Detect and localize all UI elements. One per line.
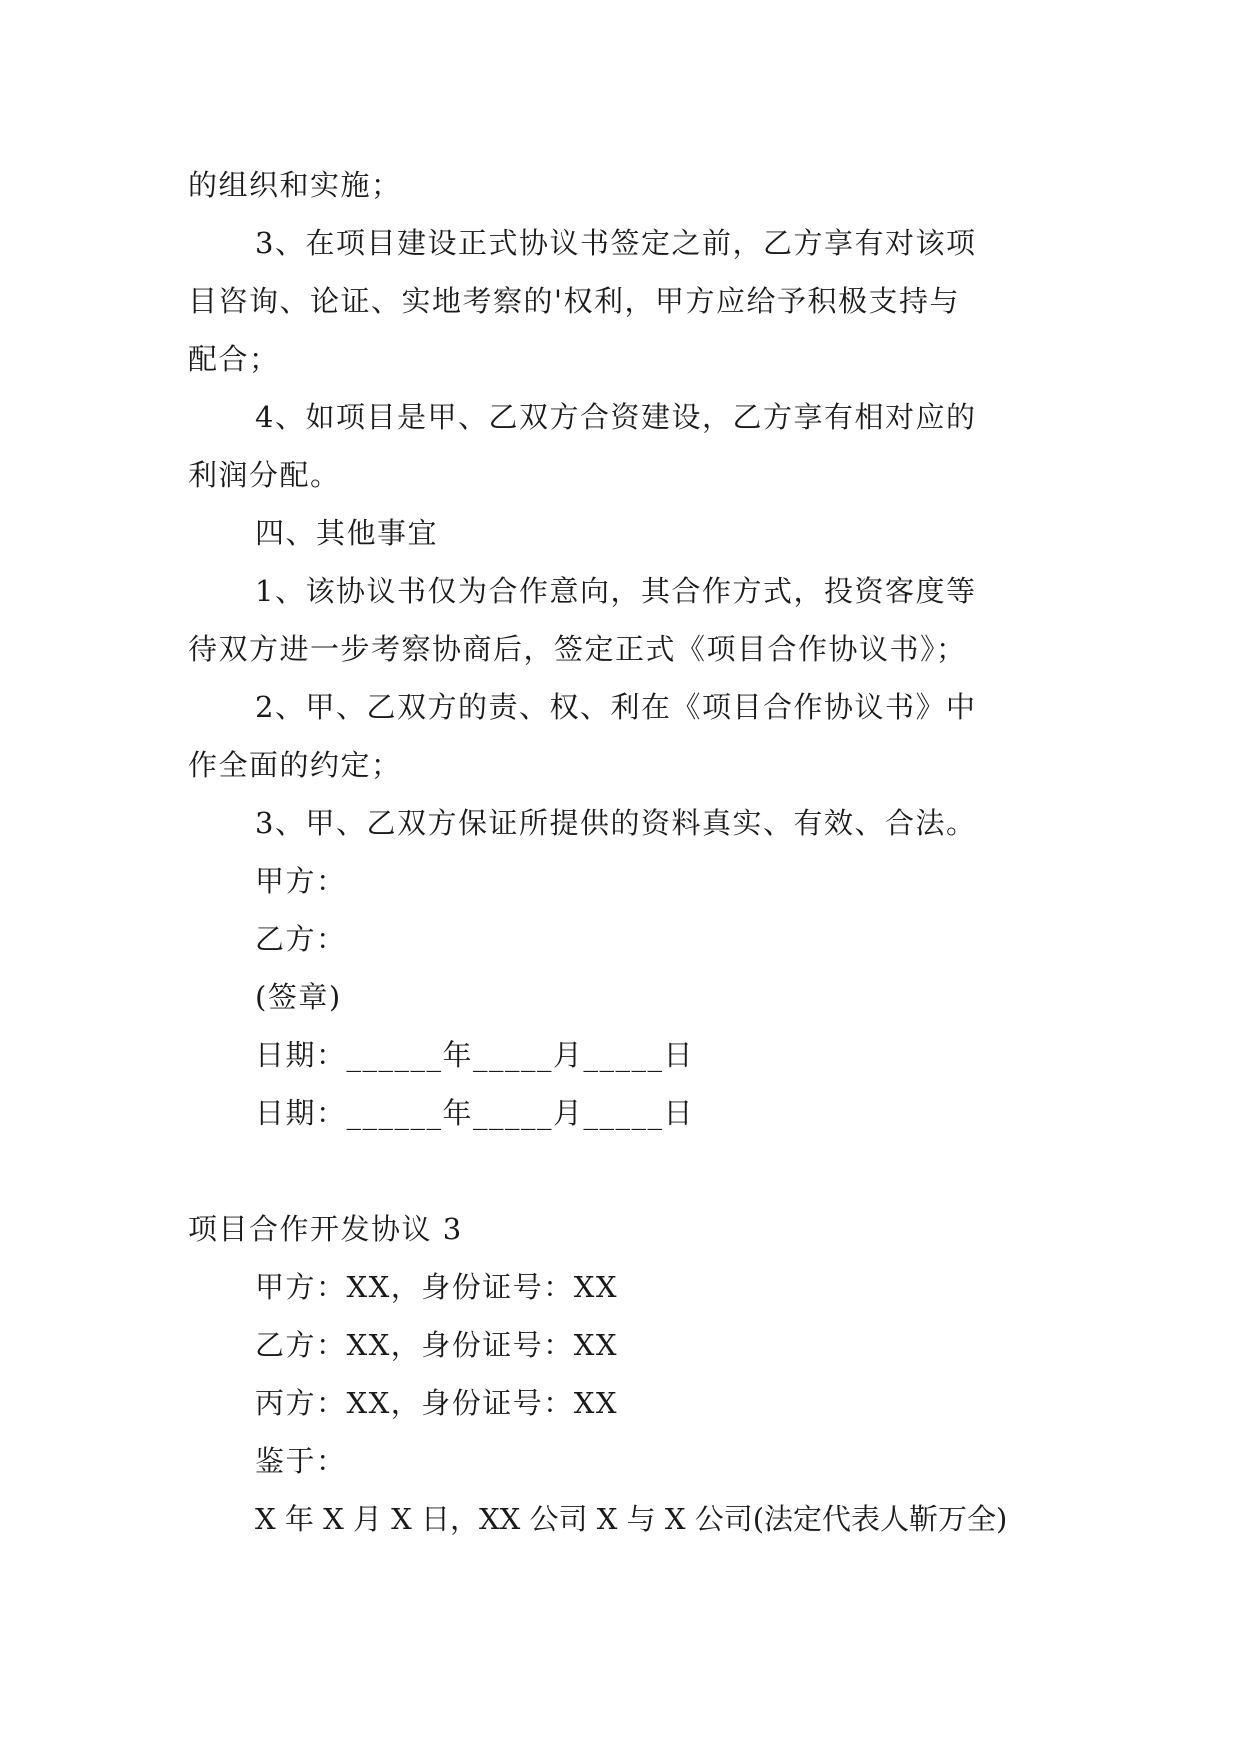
date-line: 日期：______年_____月_____日 xyxy=(255,1096,695,1130)
date-line: 日期：______年_____月_____日 xyxy=(255,1038,695,1072)
text-line: 3、在项目建设正式协议书签定之前，乙方享有对该项 xyxy=(255,226,977,260)
party-line: 甲方：XX，身份证号：XX xyxy=(255,1270,619,1304)
party-a-label: 甲方： xyxy=(255,864,347,898)
text-line: 目咨询、论证、实地考察的'权利，甲方应给予积极支持与 xyxy=(188,284,960,318)
document-title: 项目合作开发协议 3 xyxy=(188,1212,463,1246)
text-line: 鉴于： xyxy=(255,1444,347,1478)
text-line: 作全面的约定； xyxy=(188,748,402,782)
text-line: 利润分配。 xyxy=(188,458,341,492)
text-line: X 年 X 月 X 日，XX 公司 X 与 X 公司(法定代表人靳万全) xyxy=(255,1502,1008,1536)
text-line: 3、甲、乙双方保证所提供的资料真实、有效、合法。 xyxy=(255,806,977,840)
text-line: 的组织和实施； xyxy=(188,168,402,202)
text-line: 1、该协议书仅为合作意向，其合作方式，投资客度等 xyxy=(255,574,977,608)
text-line: 2、甲、乙双方的责、权、利在《项目合作协议书》中 xyxy=(255,690,977,724)
section-heading: 四、其他事宜 xyxy=(255,516,439,550)
text-line: 待双方进一步考察协商后，签定正式《项目合作协议书》； xyxy=(188,632,967,666)
party-line: 乙方：XX，身份证号：XX xyxy=(255,1328,619,1362)
signature-label: (签章) xyxy=(255,980,342,1014)
party-line: 丙方：XX，身份证号：XX xyxy=(255,1386,619,1420)
text-line: 配合； xyxy=(188,342,280,376)
party-b-label: 乙方： xyxy=(255,922,347,956)
text-line: 4、如项目是甲、乙双方合资建设，乙方享有相对应的 xyxy=(255,400,977,434)
